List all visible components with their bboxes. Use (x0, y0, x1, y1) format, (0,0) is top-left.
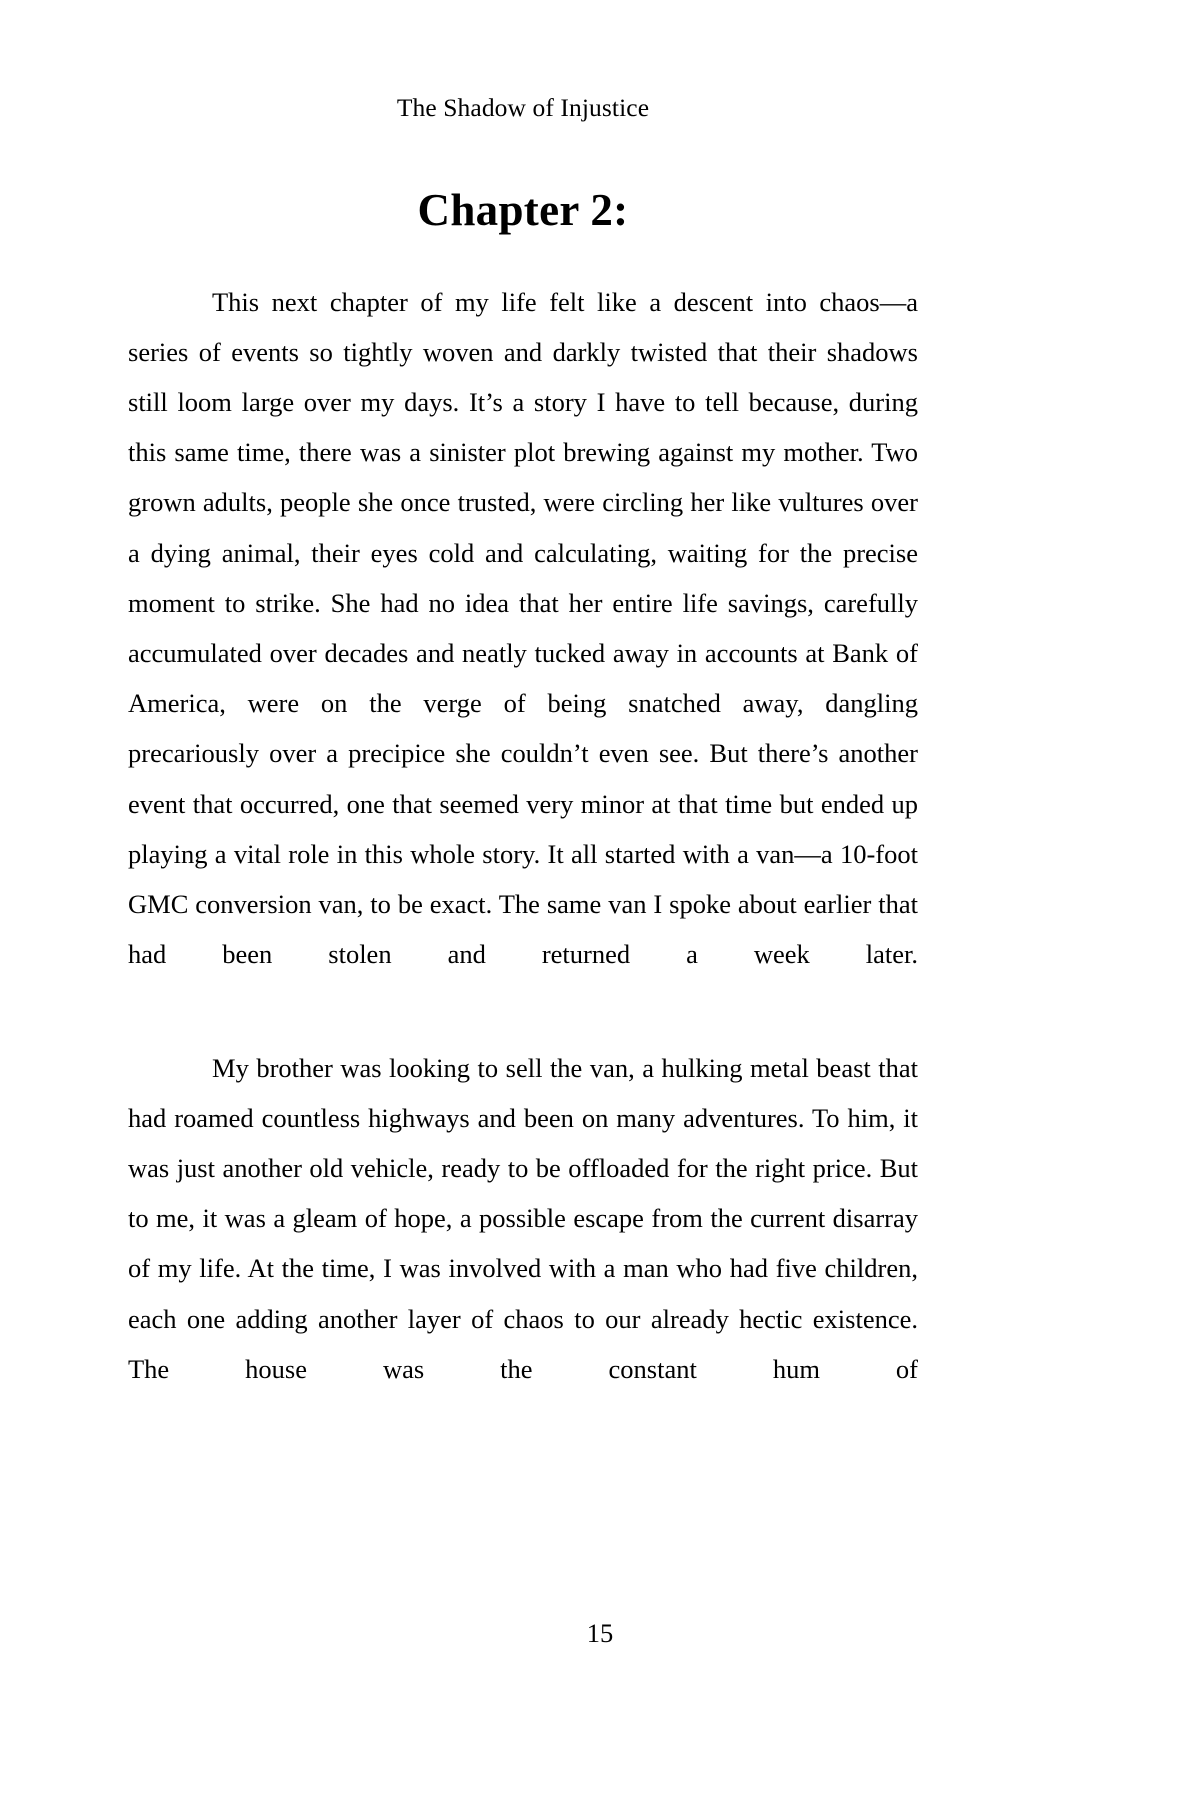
text-column (128, 0, 918, 1444)
paragraph: This next chapter of my life felt like a descent into chaos—a series of events so tightly woven and darkly twisted that their shadows still loom large over my days. It’s a story I have to tell because, during this same time, there was a sinister plot brewing against my mother. Two grown adults, people she once trusted, were circling her like vultures over a dying animal, their eyes cold and calculating, waiting for the precise moment to strike. She had no idea that her entire life savings, carefully accumulated over decades and neatly tucked away in accounts at Bank of America, were on the verge of being snatched away, dangling precariously over a precipice she couldn’t even see. But there’s another event that occurred, one that seemed very minor at that time but ended up playing a vital role in this whole story. It all started with a van—a 10-foot GMC conversion van, to be exact. The same van I spoke about earlier that had been stolen and returned a week later. (128, 286, 918, 970)
page-number: 15 (586, 1618, 614, 1648)
running-header: The Shadow of Injustice (396, 93, 650, 122)
chapter-title: Chapter 2: (417, 184, 629, 235)
paragraph: My brother was looking to sell the van, a hulking metal beast that had roamed countless highways and been on many adventures. To him, it was just another old vehicle, ready to be offloaded for the right price. But to me, it was a gleam of hope, a possible escape from the current disarray of my life. At the time, I was involved with a man who had five children, each one adding another layer of chaos to our already hectic existence. The house was the constant hum of (128, 1052, 918, 1384)
body-text (128, 277, 918, 1445)
